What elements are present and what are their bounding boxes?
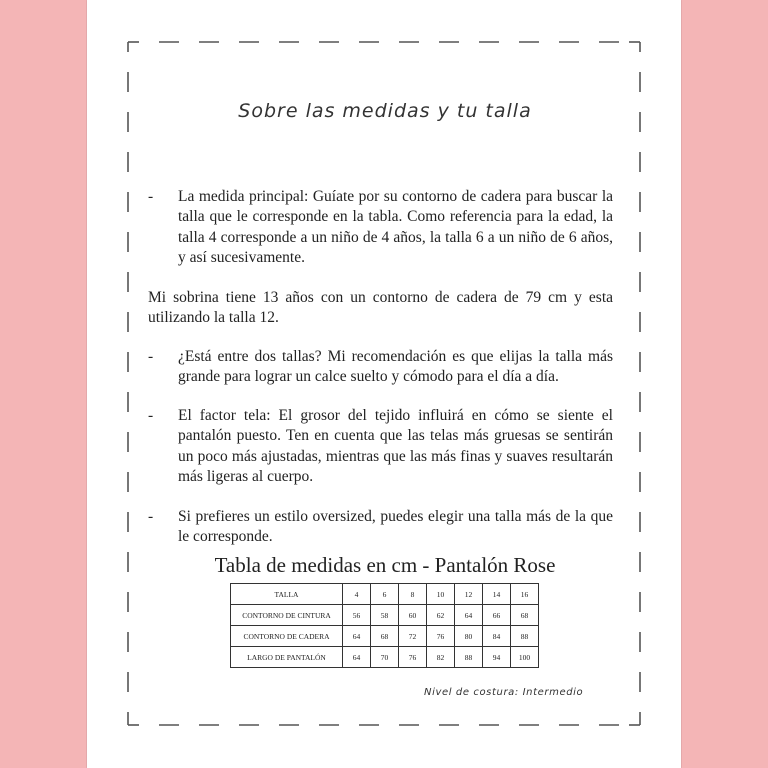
table-cell: 88 (455, 647, 483, 668)
table-cell: 100 (511, 647, 539, 668)
bullet-marker: - (148, 348, 154, 365)
sewing-level: Nivel de costura: Intermedio (424, 687, 584, 698)
bullet-text: Si prefieres un estilo oversized, puedes elegir una talla más de la que le corresponde. (178, 508, 613, 546)
table-row (231, 647, 539, 668)
page-title: Sobre las medidas y tu talla (238, 100, 532, 122)
table-row-label: LARGO DE PANTALÓN (231, 647, 343, 668)
table-cell: 88 (511, 626, 539, 647)
table-cell: 94 (483, 647, 511, 668)
table-row (231, 626, 539, 647)
table-cell: 80 (455, 626, 483, 647)
table-cell: 62 (427, 605, 455, 626)
table-cell: 64 (455, 605, 483, 626)
table-header-cell: 4 (343, 584, 371, 605)
table-cell: 84 (483, 626, 511, 647)
bullet-item-dos-tallas (148, 347, 613, 388)
table-row-label: CONTORNO DE CADERA (231, 626, 343, 647)
bullet-marker: - (148, 407, 154, 424)
bullet-text: El factor tela: El grosor del tejido influirá en cómo se siente el pantalón puesto. Ten en cuenta que las telas más gruesas se sentirán un poco más ajustadas, mientras que las más finas y suaves resultarán más ligeras al cuerpo. (178, 407, 613, 486)
table-cell: 76 (399, 647, 427, 668)
table-cell: 68 (371, 626, 399, 647)
table-header-cell: 16 (511, 584, 539, 605)
bullet-marker: - (148, 188, 154, 205)
table-header-cell: 10 (427, 584, 455, 605)
table-title: Tabla de medidas en cm - Pantalón Rose (214, 553, 556, 577)
note-paragraph: Mi sobrina tiene 13 años con un contorno de cadera de 79 cm y esta utilizando la talla 12. (148, 289, 613, 327)
table-row-label: CONTORNO DE CINTURA (231, 605, 343, 626)
table-header-cell: 6 (371, 584, 399, 605)
bullet-marker: - (148, 508, 154, 525)
size-table (230, 583, 539, 668)
table-cell: 72 (399, 626, 427, 647)
table-header-row (231, 584, 539, 605)
table-header-cell: 12 (455, 584, 483, 605)
table-cell: 64 (343, 647, 371, 668)
table-cell: 60 (399, 605, 427, 626)
table-cell: 66 (483, 605, 511, 626)
bullet-text: La medida principal: Guíate por su contorno de cadera para buscar la talla que le corresponde en la tabla. Como referencia para la edad, la talla 4 corresponde a un niño de 4 años, la talla 6 a un niño de 6 años, y así sucesivamente. (178, 188, 613, 267)
table-cell: 68 (511, 605, 539, 626)
table-header-cell: TALLA (231, 584, 343, 605)
bullet-text: ¿Está entre dos tallas? Mi recomendación es que elijas la talla más grande para lograr un calce suelto y cómodo para el día a día. (178, 348, 613, 386)
bullet-item-medida (148, 187, 613, 269)
table-cell: 56 (343, 605, 371, 626)
table-cell: 58 (371, 605, 399, 626)
table-row (231, 605, 539, 626)
table-header-cell: 8 (399, 584, 427, 605)
table-header-cell: 14 (483, 584, 511, 605)
bullet-item-tela (148, 406, 613, 488)
table-cell: 76 (427, 626, 455, 647)
table-cell: 64 (343, 626, 371, 647)
bullet-item-oversized (148, 507, 613, 548)
table-cell: 82 (427, 647, 455, 668)
table-cell: 70 (371, 647, 399, 668)
